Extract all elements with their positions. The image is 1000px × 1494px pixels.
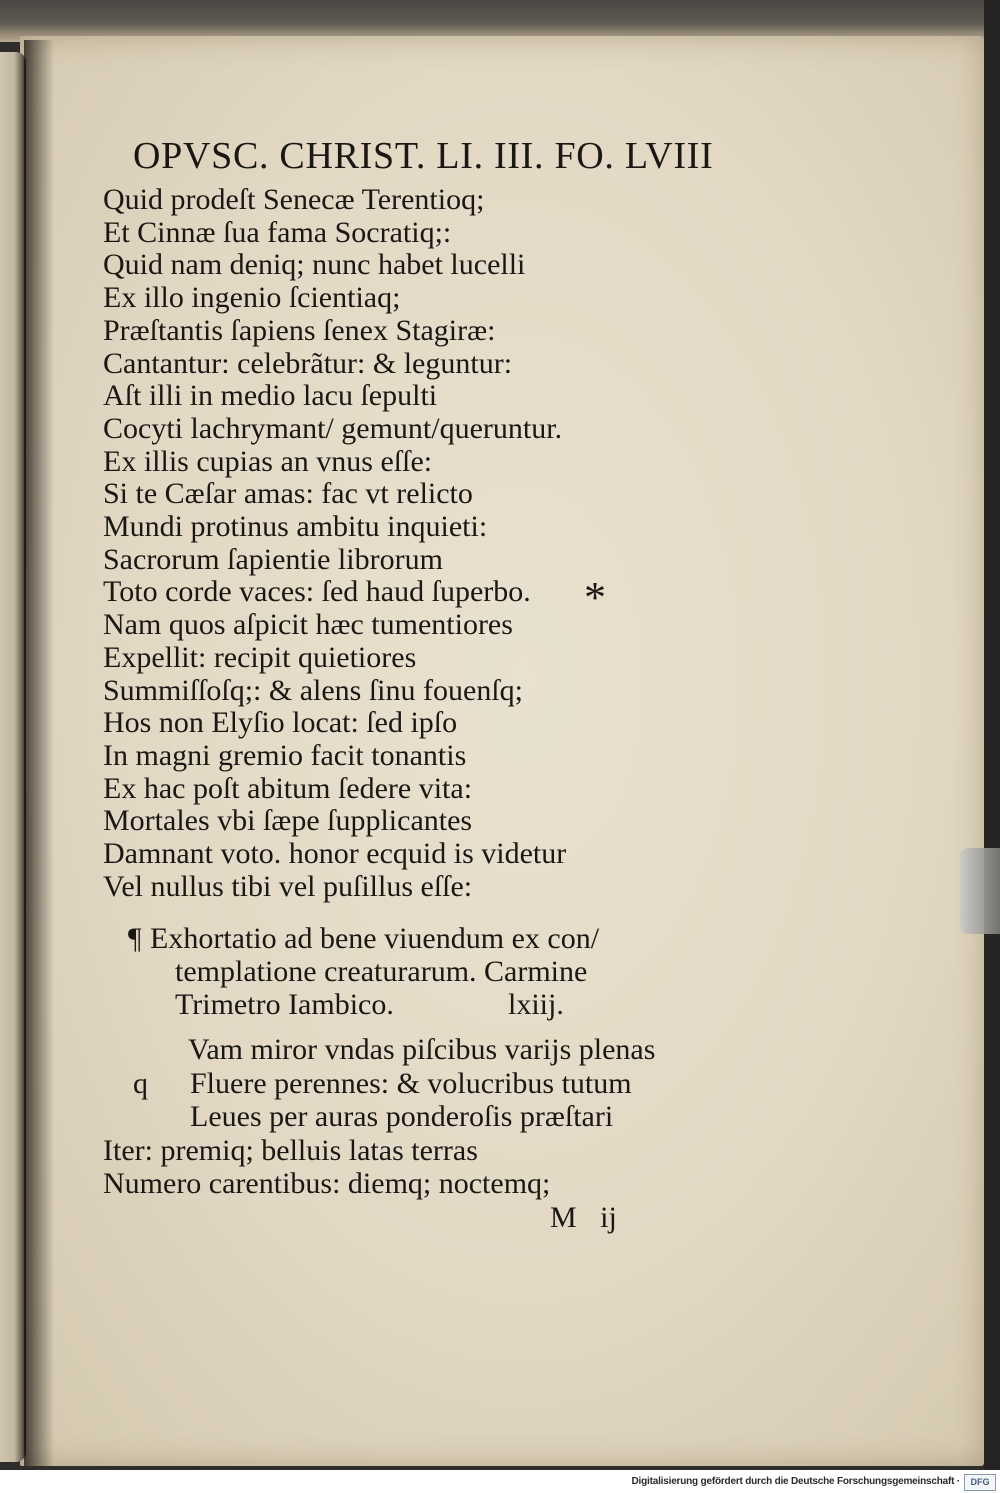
verse-line: Ex hac poſt abitum ſedere vita: [103,771,473,805]
verse-line: Et Cinnæ ſua fama Socratiq;: [103,215,452,249]
verse-line: Mortales vbi ſæpe ſupplicantes [103,804,473,838]
verse-line: Leues per auras ponderoſis præſtari [190,1100,614,1133]
verse-line: Numero carentibus: diemq; noctemq; [103,1167,551,1200]
verse-line: Summiſſoſq;: & alens ſinu fouenſq; [103,673,523,707]
pilcrow-mark: ¶ [128,922,142,955]
page-clip [960,848,1000,934]
verse-line: Aſt illi in medio lacu ſepulti [103,379,438,413]
scanner-background [984,0,1000,1470]
verse-line: Iter: premiq; belluis latas terras [103,1133,478,1167]
dfg-logo: DFG [964,1474,996,1491]
verse-line: Ex illis cupias an vnus eſſe: [103,444,433,478]
section-heading [128,922,648,1021]
verse-block-2 [0,1033,980,1234]
verse-line-wrapper [0,1067,980,1101]
verse-line: Vel nullus tibi vel puſillus eſſe: [103,869,473,903]
verse-line: In magni gremio facit tonantis [103,738,467,772]
digitization-footer [0,1470,1000,1494]
guide-letter: q [133,1066,148,1100]
verse-line: Cocyti lachrymant/ gemunt/queruntur. [103,411,563,445]
verse-block-1 [103,184,566,903]
heading-number: lxiij. [508,988,564,1021]
verse-line: Damnant voto. honor ecquid is videtur [103,837,567,871]
funding-credit: Digitalisierung gefördert durch die Deutsche Forschungsgemeinschaft · [631,1476,960,1487]
verse-line: Toto corde vaces: ſed haud ſuperbo. [103,575,531,609]
verse-line: Præſtantis ſapiens ſenex Stagiræ: [103,313,496,347]
signature-mark: M ij [550,1200,617,1234]
verse-line: Quid prodeſt Senecæ Terentioq; [103,183,485,216]
verse-line: Mundi protinus ambitu inquieti: [103,510,488,544]
verse-line: Ex illo ingenio ſcientiaq; [103,281,401,315]
verse-line: Quid nam deniq; nunc habet lucelli [103,248,526,282]
verse-line: Hos non Elyſio locat: ſed ipſo [103,706,458,740]
verse-line: Fluere perennes: & volucribus tutum [190,1066,632,1100]
marginal-asterisk: * [584,573,606,622]
verse-line: Vam miror vndas piſcibus varijs plenas [188,1033,656,1066]
gutter-shadow [24,40,54,1466]
verse-line: Expellit: recipit quietiores [103,640,417,674]
heading-line-wrapper [128,988,648,1021]
verse-line: Nam quos aſpicit hæc tumentiores [103,608,513,642]
running-head: OPVSC. CHRIST. LI. III. FO. LVIII [133,135,714,177]
verse-line: Si te Cæſar amas: fac vt relicto [103,477,473,511]
heading-line: Trimetro Iambico. [175,988,394,1021]
verse-line: Sacrorum ſapientie librorum [103,542,443,576]
heading-line: templatione creaturarum. Carmine [175,955,588,988]
heading-line: Exhortatio ad bene viuendum ex con/ [150,922,600,955]
heading-line-wrapper [128,922,648,955]
verse-line: Cantantur: celebrãtur: & leguntur: [103,346,513,380]
binding-gutter [0,52,26,1462]
